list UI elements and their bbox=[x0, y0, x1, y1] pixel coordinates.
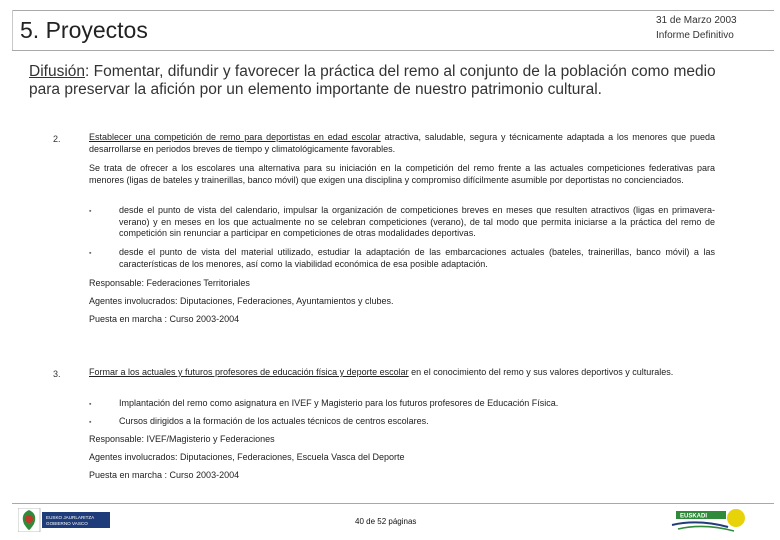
bullet-text: desde el punto de vista del calendario, impulsar la organización de competiciones breves en meses que resulten atractivos (ligas en primavera-verano) y en meses en los que actualmente no se celebran competiciones (verano), de tal modo que permita iniciarse a la práctica del remo de competición sin renunciar a participar en competiciones de otras modalidades deportivas. bbox=[119, 205, 715, 238]
item-title-underlined: Establecer una competición de remo para deportistas en edad escolar bbox=[89, 132, 381, 142]
header-info bbox=[656, 13, 737, 43]
heading-text: : Fomentar, difundir y favorecer la práctica del remo al conjunto de la población como medio para preservar la afición por un elemento importante de nuestro patrimonio cultural. bbox=[29, 63, 716, 98]
bullet-icon: ▪ bbox=[89, 208, 92, 215]
item-number: 2. bbox=[53, 134, 61, 144]
bullet-text: Cursos dirigidos a la formación de los actuales técnicos de centros escolares. bbox=[119, 416, 429, 426]
bullet-icon: ▪ bbox=[89, 419, 92, 426]
agentes-line: Agentes involucrados: Diputaciones, Federaciones, Ayuntamientos y clubes. bbox=[89, 296, 394, 306]
item-description: Se trata de ofrecer a los escolares una alternativa para su iniciación en la competición del remo frente a las actuales competiciones federativas para menores (ligas de bateles y trainerillas, banco móvil) que exigen una disciplina y compromiso difícilmente asumible por deportistas no concienciados. bbox=[89, 163, 715, 185]
bullet-text: Implantación del remo como asignatura en IVEF y Magisterio para los futuros profesores de Educación Física. bbox=[119, 398, 559, 408]
report-status: Informe Definitivo bbox=[656, 30, 734, 41]
top-rule bbox=[12, 10, 774, 11]
footer-rule bbox=[12, 503, 774, 504]
item-number: 3. bbox=[53, 369, 61, 379]
heading-label: Difusión bbox=[29, 63, 85, 80]
puesta-line: Puesta en marcha : Curso 2003-2004 bbox=[89, 314, 240, 324]
section-heading bbox=[29, 63, 749, 98]
logo-right-text: EUSKADI bbox=[680, 513, 708, 520]
responsable-line: Responsable: Federaciones Territoriales bbox=[89, 278, 250, 288]
euskadi-arraun-logo bbox=[668, 507, 748, 533]
header-left-rule bbox=[12, 10, 13, 50]
bullet-text: desde el punto de vista del material utilizado, estudiar la adaptación de las embarcaciones actuales (bateles, trainerillas, banco móvil) a las características de los menores, así como la viabilidad económica de esa posible adaptación. bbox=[119, 247, 715, 269]
header-bottom-rule bbox=[12, 50, 774, 51]
report-date: 31 de Marzo 2003 bbox=[656, 15, 737, 26]
page-counter: 40 de 52 páginas bbox=[355, 517, 417, 526]
logo-left-line2: GOBIERNO VASCO bbox=[46, 521, 88, 526]
item-title-rest: atractiva, saludable, segura y técnicamente adaptada a los menores que pueda desarrollarse en periodos breves de tiempo y climatológicamente favorables. bbox=[89, 132, 715, 154]
page-title: 5. Proyectos bbox=[20, 17, 148, 43]
logo-left-line1: EUSKO JAURLARITZA bbox=[46, 515, 95, 520]
bullet-icon: ▪ bbox=[89, 401, 92, 408]
bullet-icon: ▪ bbox=[89, 250, 92, 257]
puesta-line: Puesta en marcha : Curso 2003-2004 bbox=[89, 470, 240, 480]
gobierno-vasco-logo bbox=[18, 508, 110, 532]
agentes-line: Agentes involucrados: Diputaciones, Federaciones, Escuela Vasca del Deporte bbox=[89, 452, 405, 462]
item-title bbox=[89, 367, 715, 379]
item-title bbox=[89, 132, 715, 155]
responsable-line: Responsable: IVEF/Magisterio y Federaciones bbox=[89, 434, 275, 444]
item-title-underlined: Formar a los actuales y futuros profesores de educación física y deporte escolar bbox=[89, 367, 409, 377]
item-title-rest: en el conocimiento del remo y sus valores deportivos y culturales. bbox=[408, 367, 674, 377]
